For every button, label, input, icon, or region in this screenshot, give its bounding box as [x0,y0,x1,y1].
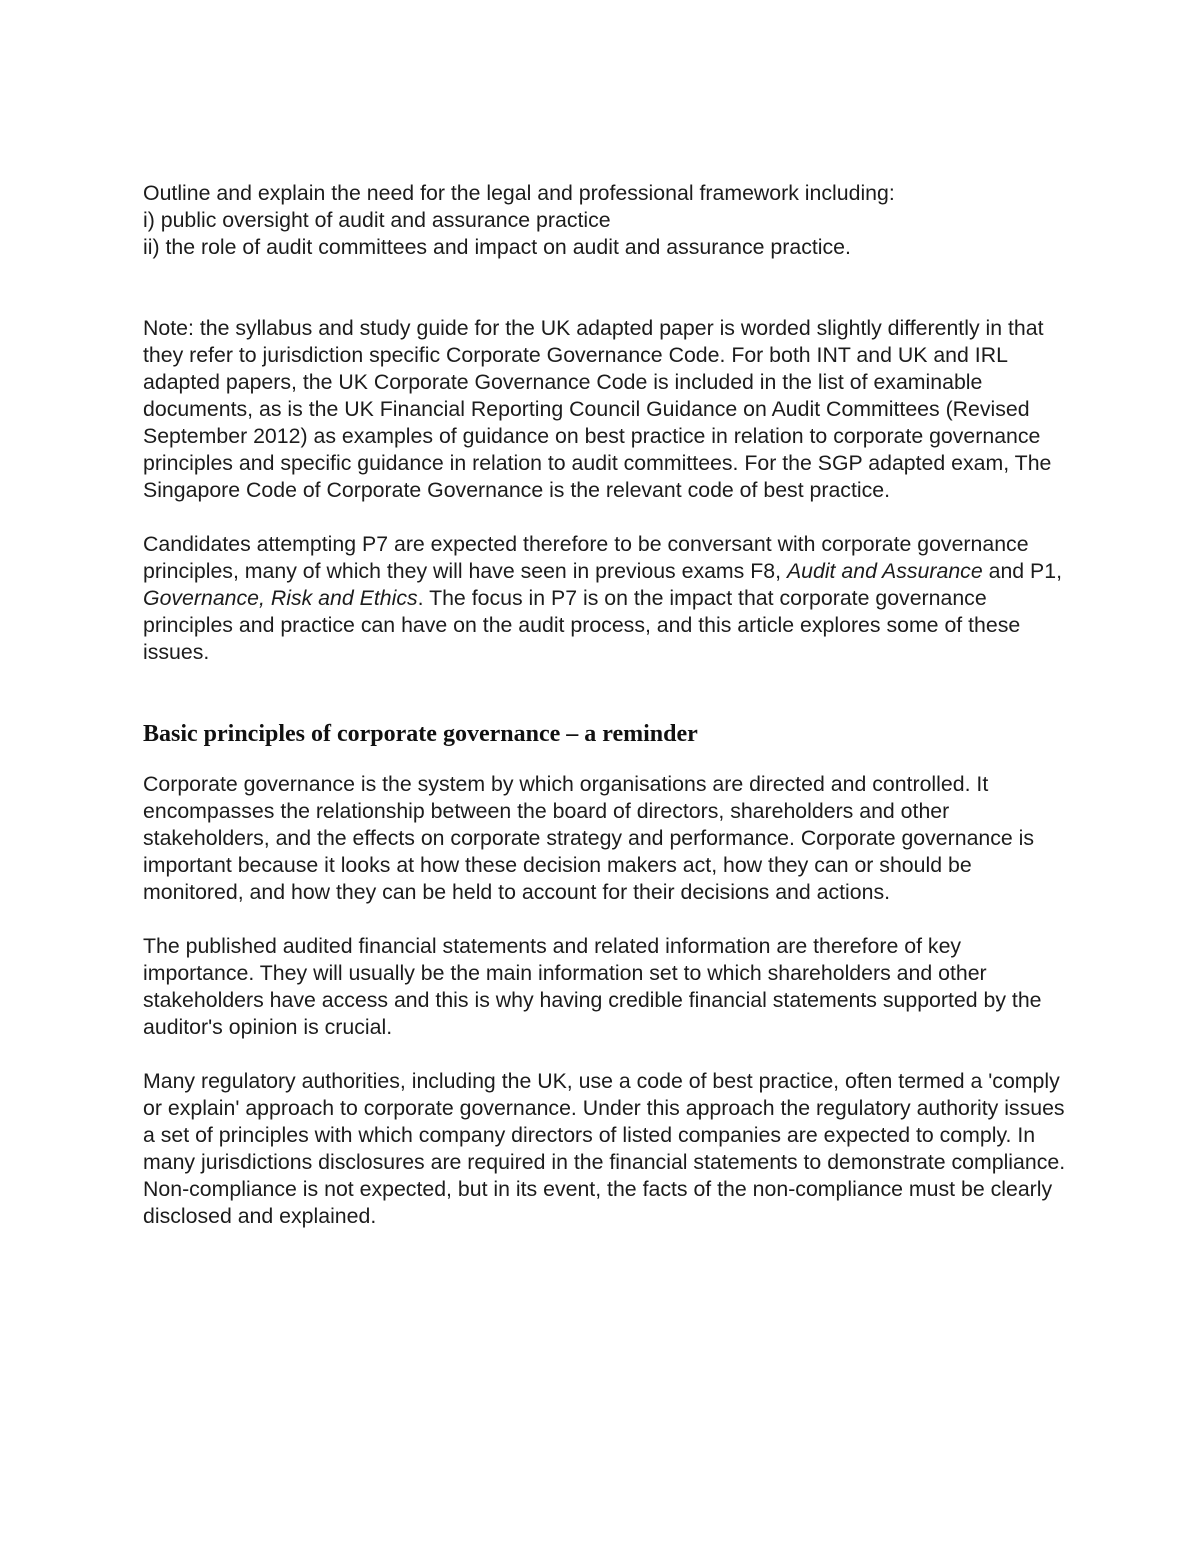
intro-line-3: ii) the role of audit committees and impact on audit and assurance practice. [143,235,851,259]
candidates-text-3: . The focus in P7 is on the impact that corporate governance principles and practice can have on the audit process, and this article explores some of these issues. [143,586,1021,664]
candidates-block [143,531,1073,666]
candidates-text-1: Candidates attempting P7 are expected therefore to be conversant with corporate governance principles, many of which they will have seen in previous exams F8, [143,532,1029,583]
comply-or-explain-paragraph: Many regulatory authorities, including the UK, use a code of best practice, often termed a 'comply or explain' approach to corporate governance. Under this approach the regulatory authority issues a set of principles with which company directors of listed companies are expected to comply. In many jurisdictions disclosures are required in the financial statements to demonstrate compliance. Non-compliance is not expected, but in its event, the facts of the non-compliance must be clearly disclosed and explained. [143,1069,1066,1228]
candidates-text-2: and P1, [982,559,1063,583]
financial-statements-block [143,933,1073,1041]
candidates-paragraph [143,531,1073,666]
comply-or-explain-block [143,1068,1073,1230]
note-block [143,315,1073,504]
governance-definition-block [143,771,1073,906]
document-page [143,180,1073,1230]
governance-definition-paragraph: Corporate governance is the system by which organisations are directed and controlled. It encompasses the relationship between the board of directors, shareholders and other stakeholders, and the effects on corporate strategy and performance. Corporate governance is important because it looks at how these decision makers act, how they can or should be monitored, and how they can be held to account for their decisions and actions. [143,772,1035,904]
candidates-italic-2: Governance, Risk and Ethics [143,586,418,610]
candidates-italic-1: Audit and Assurance [786,559,983,583]
note-paragraph: Note: the syllabus and study guide for the UK adapted paper is worded slightly differently in that they refer to jurisdiction specific Corporate Governance Code. For both INT and UK and IRL adapted papers, the UK Corporate Governance Code is included in the list of examinable documents, as is the UK Financial Reporting Council Guidance on Audit Committees (Revised September 2012) as examples of guidance on best practice in relation to corporate governance principles and specific guidance in relation to audit committees. For the SGP adapted exam, The Singapore Code of Corporate Governance is the relevant code of best practice. [143,316,1052,502]
financial-statements-paragraph: The published audited financial statements and related information are therefore of key importance. They will usually be the main information set to which shareholders and other stakeholders have access and this is why having credible financial statements supported by the auditor's opinion is crucial. [143,934,1042,1039]
intro-line-2: i) public oversight of audit and assurance practice [143,208,611,232]
intro-line-1: Outline and explain the need for the legal and professional framework including: [143,181,895,205]
section-heading: Basic principles of corporate governance – a reminder [143,721,698,747]
intro-block [143,180,1073,261]
